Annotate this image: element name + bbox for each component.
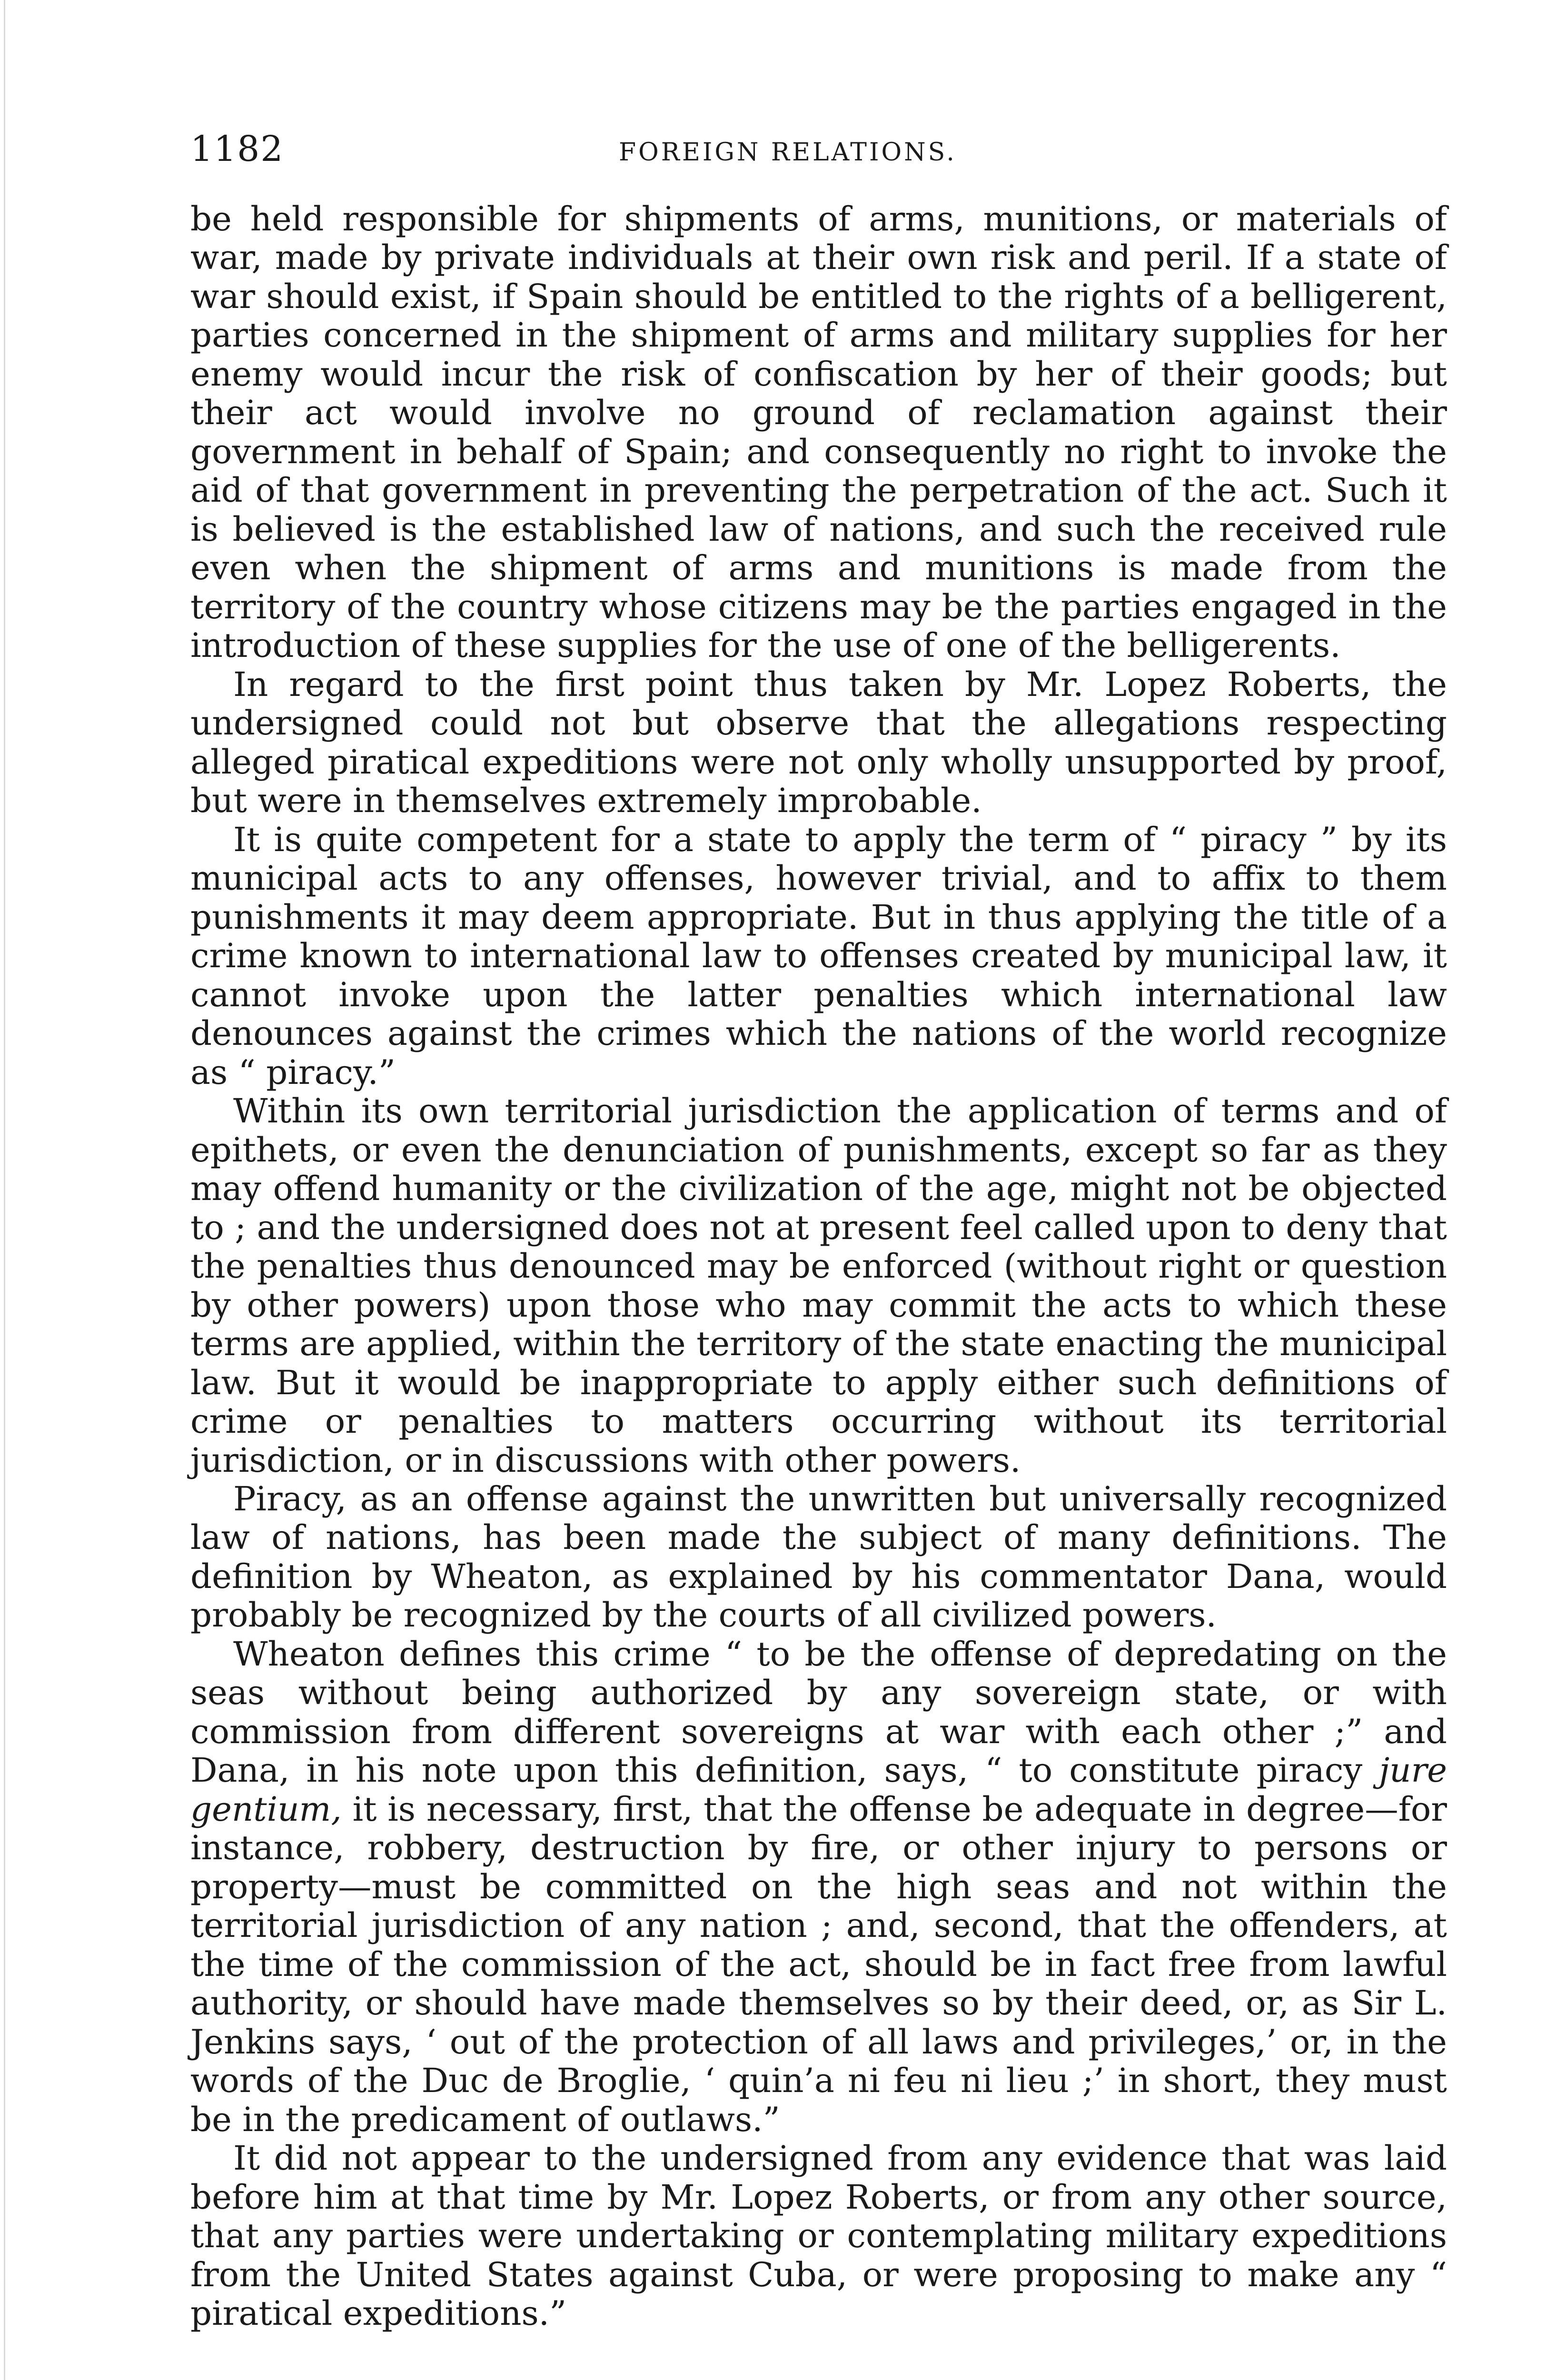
paragraph-7: It did not appear to the undersigned from any evidence that was laid before him at that time by Mr. Lopez Roberts, or from any other source, that any parties were undertaking or contemplating military expeditions from the United States against Cuba, or were proposing to make any “ piratical expeditions.” — [190, 2139, 1447, 2333]
paragraph-2: In regard to the first point thus taken by Mr. Lopez Roberts, the undersigned could not but observe that the allegations respecting alleged piratical expeditions were not only wholly unsupported by proof, but were in themselves extremely improbable. — [190, 664, 1447, 821]
page-edge-rule — [4, 0, 5, 2380]
paragraph-1: be held responsible for shipments of arms, munitions, or materials of war, made by private individuals at their own risk and peril. If a state of war should exist, if Spain should be entitled to the rights of a belligerent, parties concerned in the shipment of arms and military supplies for her enemy would incur the risk of confiscation by her of their goods; but their act would involve no ground of reclamation against their government in behalf of Spain; and consequently no right to invoke the aid of that government in preventing the perpetration of the act. Such it is believed is the established law of nations, and such the received rule even when the shipment of arms and munitions is made from the territory of the country whose citizens may be the parties engaged in the introduction of these supplies for the use of one of the belligerents. — [190, 199, 1447, 665]
paragraph-4: Within its own territorial jurisdiction the application of terms and of epithets, or even the denunciation of punishments, except so far as they may offend humanity or the civilization of the age, might not be objected to ; and the undersigned does not at present feel called upon to deny that the penalties thus denounced may be enforced (without right or question by other powers) upon those who may commit the acts to which these terms are applied, within the territory of the state enacting the municipal law. But it would be inappropriate to apply either such definitions of crime or penalties to matters occurring without its territorial jurisdiction, or in discussions with other powers. — [190, 1091, 1447, 1480]
paragraph-6-text-end: it is necessary, first, that the offense be adequate in degree—for instance, robbery, destruction by fire, or other injury to persons or property—must be committed on the high seas and not within the territorial jurisdiction of any nation ; and, second, that the offenders, at the time of the commission of the act, should be in fact free from lawful authority, or should have made themselves so by their deed, or, as Sir L. Jenkins says, ‘ out of the protection of all laws and privileges,’ or, in the words of the Duc de Broglie, ‘ quin’a ni feu ni lieu ;’ in short, they must be in the predicament of outlaws.” — [190, 1789, 1447, 2139]
paragraph-6-latin-phrase: jure gentium, — [190, 1751, 1447, 1829]
page-header — [190, 129, 1447, 200]
paragraph-6-text-start: Wheaton defines this crime “ to be the offense of depredating on the seas without being authorized by any sovereign state, or with commission from different sovereigns at war with each other ;” and Dana, in his note upon this definition, says, “ to constitute piracy — [190, 1634, 1447, 1790]
page-number: 1182 — [190, 129, 284, 169]
page-body — [190, 200, 1447, 2333]
paragraph-3: It is quite competent for a state to apply the term of “ piracy ” by its municipal acts to any offenses, however trivial, and to affix to them punishments it may deem appropriate. But in thus applying the title of a crime known to international law to offenses created by municipal law, it cannot invoke upon the latter penalties which international law denounces against the crimes which the nations of the world recognize as “ piracy.” — [190, 820, 1447, 1092]
book-page — [190, 129, 1447, 2333]
running-head: FOREIGN RELATIONS. — [619, 138, 957, 167]
paragraph-5: Piracy, as an offense against the unwritten but universally recognized law of nations, has been made the subject of many definitions. The definition by Wheaton, as explained by his commentator Dana, would probably be recognized by the courts of all civilized powers. — [190, 1479, 1447, 1635]
paragraph-6 — [190, 1635, 1447, 2139]
